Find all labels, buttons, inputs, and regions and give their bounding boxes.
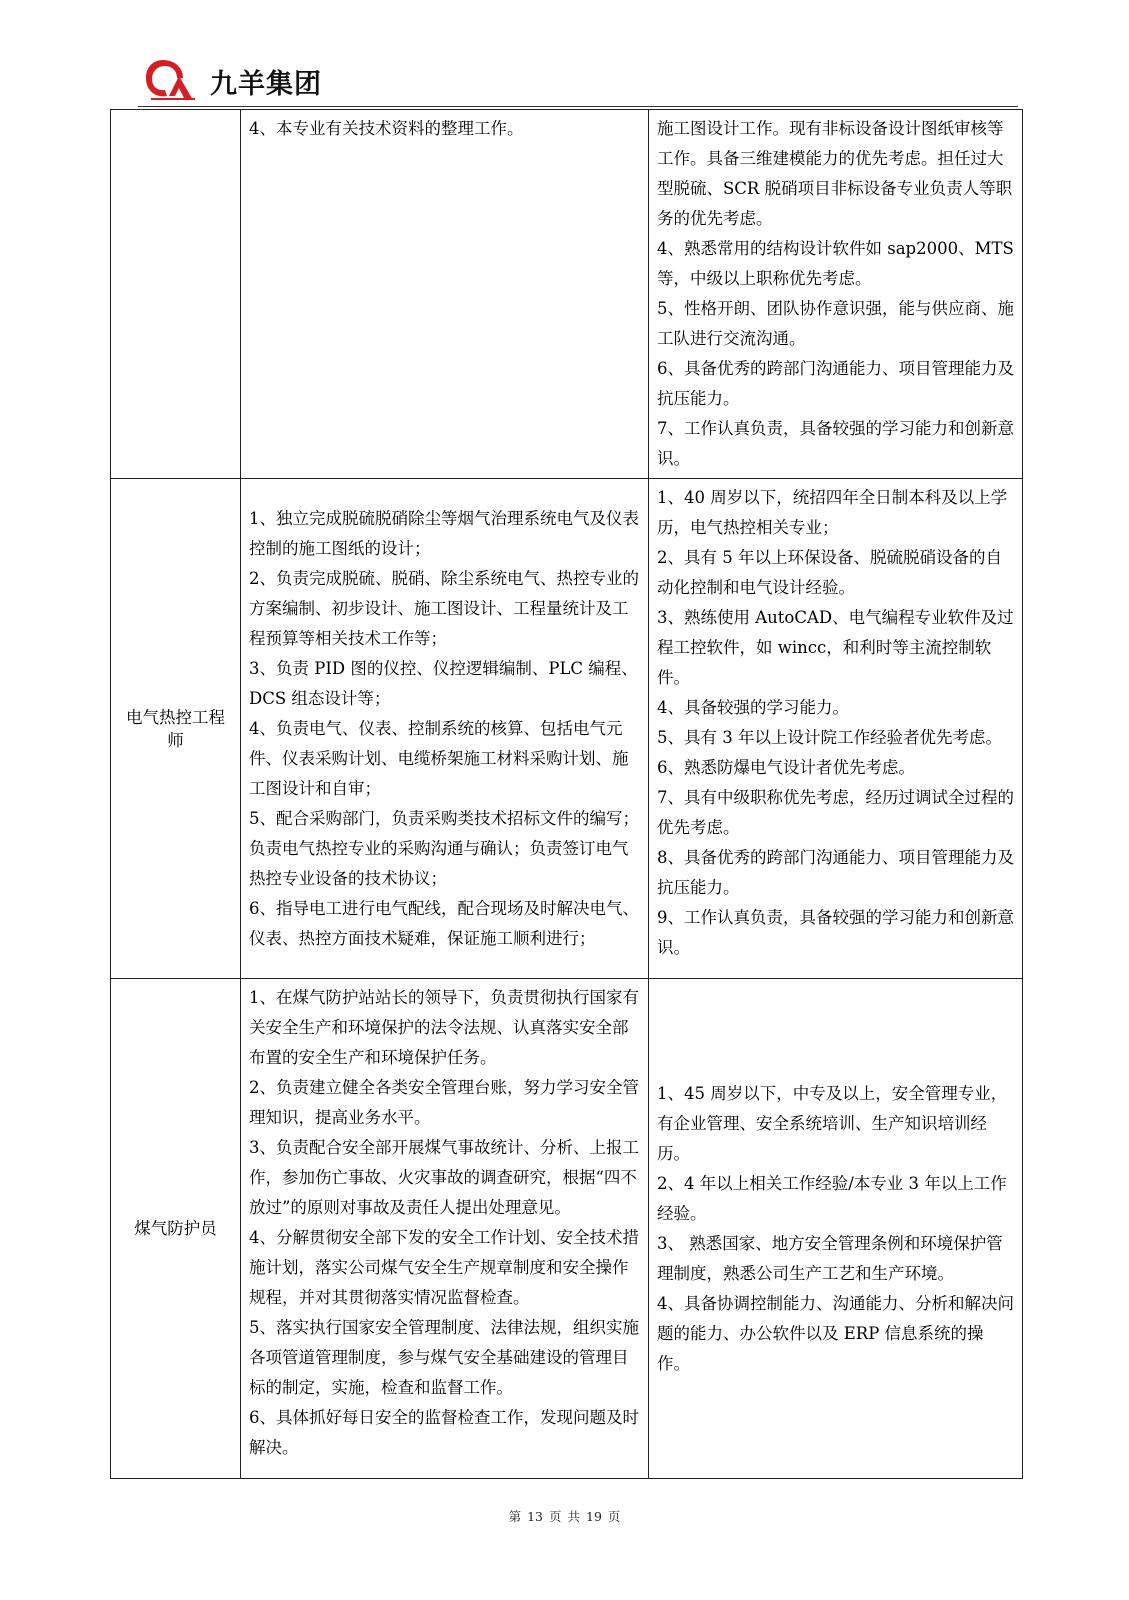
total-pages: 19 (586, 1509, 602, 1524)
requirement-item: 2、具有 5 年以上环保设备、脱硫脱硝设备的自动化控制和电气设计经验。 (657, 548, 1002, 597)
requirements-cell (649, 479, 1023, 979)
requirements-cell (649, 979, 1023, 1479)
jiuyang-logo-icon (143, 56, 201, 102)
table-row (111, 110, 1023, 479)
requirement-item: 5、具有 3 年以上设计院工作经验者优先考虑。 (657, 728, 1002, 747)
requirement-item: 8、具备优秀的跨部门沟通能力、项目管理能力及抗压能力。 (657, 848, 1014, 897)
page-header (138, 54, 1018, 106)
duty-item: 2、负责建立健全各类安全管理台账，努力学习安全管理知识，提高业务水平。 (249, 1078, 639, 1127)
requirement-item: 5、性格开朗、团队协作意识强，能与供应商、施工队进行交流沟通。 (657, 299, 1014, 348)
duty-item: 2、负责完成脱硫、脱硝、除尘系统电气、热控专业的方案编制、初步设计、施工图设计、工程量统计及工程预算等相关技术工作等； (249, 568, 639, 648)
duties-cell (241, 110, 649, 479)
company-name: 九羊集团 (210, 69, 322, 100)
duty-item: 3、负责 PID 图的仪控、仪控逻辑编制、PLC 编程、DCS 组态设计等； (249, 658, 638, 708)
requirements-cell (649, 110, 1023, 479)
duty-item: 1、在煤气防护站站长的领导下，负责贯彻执行国家有关安全生产和环境保护的法令法规、认真落实安全部布置的安全生产和环境保护任务。 (249, 988, 639, 1067)
duty-item: 4、分解贯彻安全部下发的安全工作计划、安全技术措施计划，落实公司煤气安全生产规章制度和安全操作规程，并对其贯彻落实情况监督检查。 (249, 1228, 639, 1307)
header-divider (138, 106, 1018, 107)
duty-item: 6、指导电工进行电气配线，配合现场及时解决电气、仪表、热控方面技术疑难，保证施工顺利进行； (249, 898, 639, 948)
footer-suffix: 页 (607, 1509, 621, 1524)
duty-item: 5、配合采购部门，负责采购类技术招标文件的编写；负责电气热控专业的采购沟通与确认；负责签订电气热控专业设备的技术协议； (249, 808, 639, 888)
current-page: 13 (527, 1509, 543, 1524)
requirement-item: 1、40 周岁以下，统招四年全日制本科及以上学历，电气热控相关专业； (657, 488, 1008, 537)
requirement-item: 4、具备协调控制能力、沟通能力、分析和解决问题的能力、办公软件以及 ERP 信息系统的操作。 (657, 1293, 1014, 1373)
requirement-item: 2、4 年以上相关工作经验/本专业 3 年以上工作经验。 (657, 1173, 1007, 1223)
duties-cell (241, 479, 649, 979)
requirement-item: 4、具备较强的学习能力。 (657, 698, 849, 717)
requirement-item: 3、熟练使用 AutoCAD、电气编程专业软件及过程工控软件，如 wincc，和利时等主流控制软件。 (657, 608, 1014, 687)
footer-unit: 页 (548, 1509, 562, 1524)
duty-item: 3、负责配合安全部开展煤气事故统计、分析、上报工作，参加伤亡事故、火灾事故的调查研究，根据“四不放过”的原则对事故及责任人提出处理意见。 (249, 1138, 639, 1217)
requirement-item: 施工图设计工作。现有非标设备设计图纸审核等工作。具备三维建模能力的优先考虑。担任过大型脱硫、SCR 脱硝项目非标设备专业负责人等职务的优先考虑。 (657, 119, 1013, 228)
table-row (111, 479, 1023, 979)
duty-item: 5、落实执行国家安全管理制度、法律法规，组织实施各项管道管理制度，参与煤气安全基础建设的管理目标的制定，实施，检查和监督工作。 (249, 1318, 639, 1397)
role-cell: 电气热控工程师 (111, 479, 241, 979)
requirement-item: 1、45 周岁以下，中专及以上，安全管理专业，有企业管理、安全系统培训、生产知识培训经历。 (657, 1083, 1008, 1163)
job-table (110, 109, 1023, 1479)
requirement-item: 4、熟悉常用的结构设计软件如 sap2000、MTS 等，中级以上职称优先考虑。 (657, 239, 1014, 288)
duty-item: 6、具体抓好每日安全的监督检查工作，发现问题及时解决。 (249, 1408, 639, 1457)
duty-item: 4、负责电气、仪表、控制系统的核算、包括电气元件、仪表采购计划、电缆桥架施工材料采购计划、施工图设计和自审； (249, 718, 629, 798)
table-row (111, 979, 1023, 1479)
requirement-item: 7、工作认真负责，具备较强的学习能力和创新意识。 (657, 419, 1014, 468)
footer-total-label: 共 (567, 1509, 581, 1524)
duty-item: 1、独立完成脱硫脱硝除尘等烟气治理系统电气及仪表控制的施工图纸的设计； (249, 508, 639, 558)
footer-prefix: 第 (508, 1509, 522, 1524)
role-cell: 煤气防护员 (111, 979, 241, 1479)
role-cell (111, 110, 241, 479)
requirement-item: 3、 熟悉国家、地方安全管理条例和环境保护管理制度，熟悉公司生产工艺和生产环境。 (657, 1233, 1003, 1283)
requirement-item: 6、具备优秀的跨部门沟通能力、项目管理能力及抗压能力。 (657, 359, 1014, 408)
requirement-item: 6、熟悉防爆电气设计者优先考虑。 (657, 758, 915, 777)
requirement-item: 9、工作认真负责，具备较强的学习能力和创新意识。 (657, 908, 1014, 957)
duties-cell (241, 979, 649, 1479)
page-footer (0, 1507, 1129, 1525)
requirement-item: 7、具有中级职称优先考虑，经历过调试全过程的优先考虑。 (657, 788, 1014, 837)
duty-item: 4、本专业有关技术资料的整理工作。 (249, 119, 524, 138)
